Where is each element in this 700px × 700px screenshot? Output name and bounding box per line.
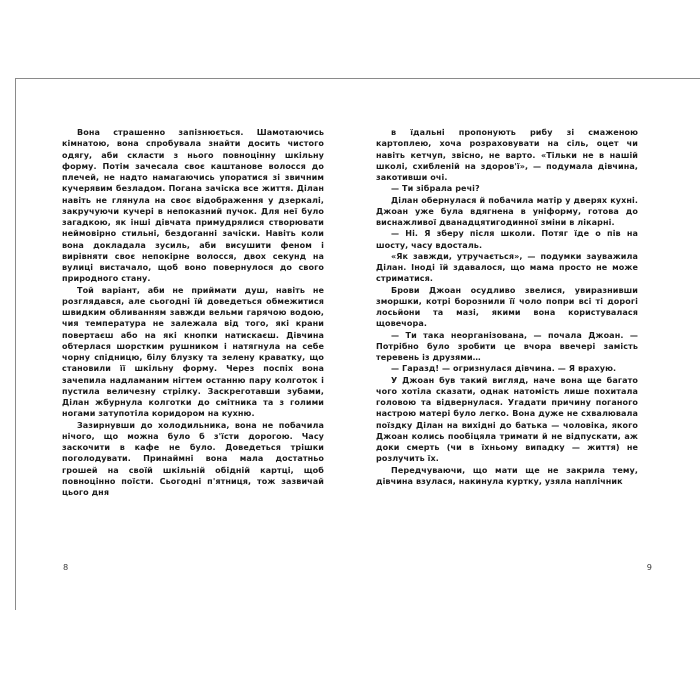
page-number-right: 9 [646, 562, 652, 572]
page-number-left: 8 [63, 562, 69, 572]
paragraph: Передчуваючи, що мати ще не закрила тему, дівчина взулася, накинула куртку, узяла наплічник [376, 465, 638, 486]
paragraph: — Ти зібрала речі? [391, 184, 480, 194]
book-page-right [358, 79, 700, 610]
paragraph: Брови Джоан осудливо звелися, увиразнивши зморшки, котрі борознили її чоло попри всі ті дорогі лосьйони та мазі, якими вона користувалася щовечора. [376, 285, 638, 329]
paragraph: — Ні. Я зберу після школи. Потяг їде о пів на шосту, часу вдосталь. [376, 229, 638, 250]
paragraph: Той варіант, аби не приймати душ, навіть не розглядався, але сьогодні їй доведеться обмежитися швидким обливанням завжди вельми гарячою водою, чия температура не залежала від того, які крани повертаєш або на які кнопки натискаєш. Дівчина обтерлася шорстким рушником і натягнула на себе чорну спідницю, білу блузку та зелену краватку, що становили її шкільну форму. Через поспіх вона зачепила надламаним нігтем останню пару колготок і пустила величезну стрілку. Заскреготавши зубами, Ділан жбурнула колготки до смітника та з голими ногами затупотіла коридором на кухню. [62, 285, 324, 419]
paragraph: — Гаразд! — огризнулася дівчина. — Я врахую. [391, 364, 617, 374]
paragraph: в їдальні пропонують рибу зі смаженою картоплею, хоча розраховувати на сіль, оцет чи навіть кетчуп, звісно, не варто. «Тільки не в нашій школі, схибленій на здоров'ї», — подумала дівчина, закотивши очі. [376, 128, 638, 182]
right-page-text-column [376, 127, 638, 487]
paragraph: Ділан обернулася й побачила матір у дверях кухні. Джоан уже була вдягнена в уніформу, готова до виснажливої дванадцятигодинної зміни в лікарні. [376, 195, 638, 227]
paragraph: Вона страшенно запізнюється. Шамотаючись кімнатою, вона спробувала знайти досить чистого одягу, аби скласти з нього повноцінну шкільну форму. Потім зачесала своє каштанове волосся до плечей, не надто намагаючись упоратися зі звичним кучерявим безладом. Погана зачіска все життя. Ділан навіть не глянула на своє відображення у дзеркалі, закручуючи кучері в непоказний пучок. Для неї було загадкою, як інші дівчата примудрялися створювати неймовірно стильні, бездоганні зачіски. Навіть коли вона докладала зусиль, аби висушити феном і вирівняти своє непокірне волосся, двох секунд на вулиці вистачало, щоб воно повернулося до свого природного стану. [62, 128, 324, 284]
book-page-spread [15, 78, 700, 610]
paragraph: Зазирнувши до холодильника, вона не побачила нічого, що можна було б з'їсти дорогою. Часу заскочити в кафе не було. Доведеться трішки поголодувати. Принаймні вона мала достатньо грошей на своїй шкільній обідній картці, щоб повноцінно поїсти. Сьогодні п'ятниця, тож зазвичай цього дня [62, 420, 324, 497]
paragraph: «Як завжди, утручається», — подумки зауважила Ділан. Іноді їй здавалося, що мама просто не може стриматися. [376, 251, 638, 284]
book-page-left [16, 79, 358, 610]
paragraph: У Джоан був такий вигляд, наче вона ще багато чого хотіла сказати, однак натомість лише похитала головою та відвернулася. Угадати причину поганого настрою матері було легко. Вона дуже не схвалювала поїздку Ділан на вихідні до батька — чоловіка, якого Джоан колись пообіцяла тримати й не відпускати, аж доки смерть (чи в їхньому випадку — життя) не розлучить їх. [376, 375, 638, 464]
paragraph: — Ти така неорганізована, — почала Джоан. — Потрібно було зробити це вчора ввечері замість теревень із друзями… [376, 330, 638, 362]
left-page-text-column [62, 127, 324, 498]
